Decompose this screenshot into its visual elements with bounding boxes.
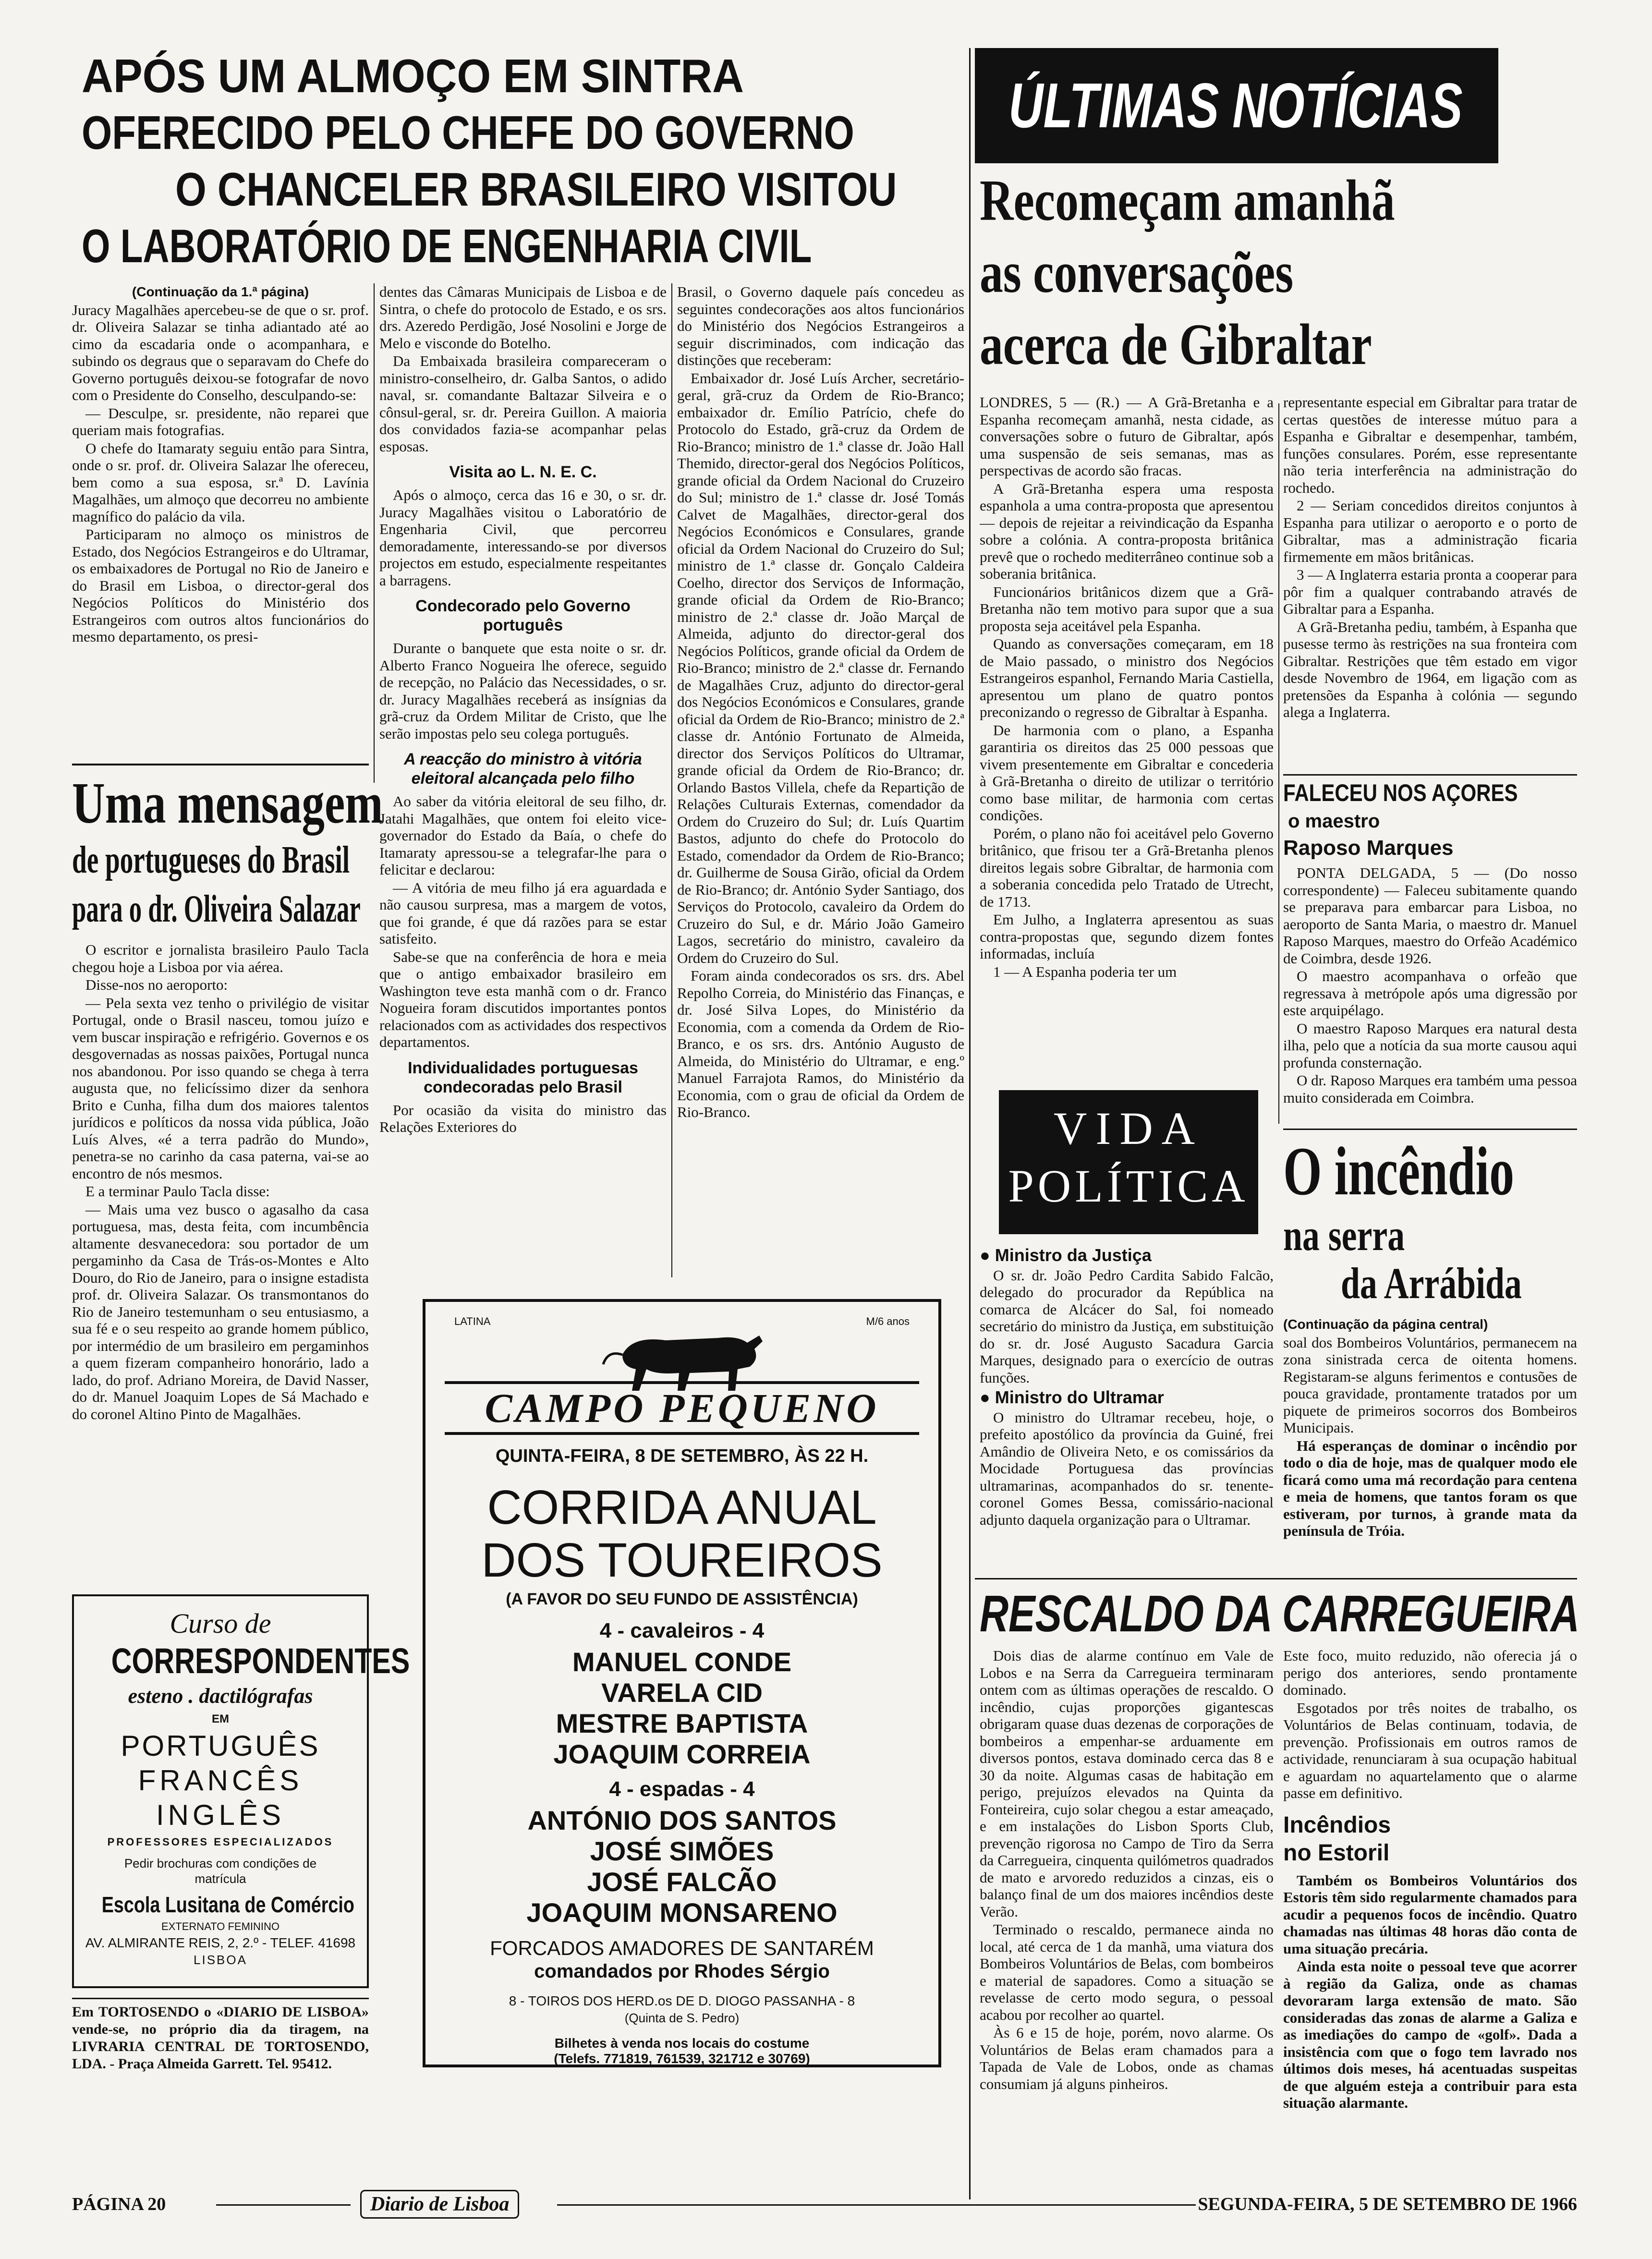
paragraph: dentes das Câmaras Municipais de Lisboa e de Sintra, o chefe do protocolo de Estado, e os srs. drs. Azeredo Perdigão, José Nosolini e Jorge de Melo e visconde do Botelho. — [379, 283, 667, 352]
ad-telefones: (Telefs. 771819, 761539, 321712 e 30769) — [554, 2051, 810, 2066]
bullet-icon: ● — [980, 1387, 995, 1407]
estoril-sub-1: Incêndios — [1283, 1812, 1391, 1838]
paragraph: Esgotados por três noites de trabalho, os Voluntários de Belas continuam, todavia, de prevenção. Profissionais em outros ramos de actividade, renunciaram à sua ocupação habitual e aguardam no aquartelamento que o alarme passe em definitivo. — [1283, 1699, 1577, 1801]
paragraph: Da Embaixada brasileira compareceram o ministro-conselheiro, dr. Galba Santos, o adido naval, sr. comandante Baltazar Silveira e o cônsul-geral, sr. dr. Pereira Guillon. A maioria dos convidados fazia-se acompanhar pelas esposas. — [379, 352, 667, 455]
incendio-body — [1283, 1316, 1577, 1585]
paragraph: 1 — A Espanha poderia ter um — [993, 963, 1177, 980]
subheading-reaccao: A reacção do ministro à vitória eleitoral alcançada pelo filho — [404, 750, 642, 788]
curso-line-5: PROFESSORES ESPECIALIZADOS — [107, 1836, 334, 1848]
main-headline-line-2: OFERECIDO PELO CHEFE DO GOVERNO — [82, 106, 854, 159]
vida-politica-line-2: POLÍTICA — [1008, 1160, 1249, 1212]
mensagem-body — [72, 941, 369, 1527]
paragraph: O maestro acompanhava o orfeão que regressava à metrópole após uma digressão por este arquipélago. — [1283, 968, 1577, 1019]
paragraph: Quando as conversações começaram, em 18 de Maio passado, o ministro dos Negócios Estrangeiros espanhol, Fernando Maria Castiella, apresentou um plano de quatro pontos preconizando o regresso de Gibraltar à Espanha. — [980, 635, 1274, 720]
estoril-sub-2: no Estoril — [1283, 1840, 1390, 1866]
gibraltar-headline-line-2: as conversações — [980, 240, 1294, 305]
section-rule — [975, 1578, 1577, 1579]
footer-rule — [216, 2204, 351, 2206]
curso-line-1: Curso de — [170, 1608, 271, 1639]
ad-espada: JOAQUIM MONSARENO — [526, 1897, 838, 1928]
paragraph: 3 — A Inglaterra estaria pronta a cooperar para pôr fim a qualquer contrabando através de Gibraltar para a Espanha. — [1283, 566, 1577, 617]
continuation-note: (Continuação da página central) — [1283, 1317, 1488, 1332]
paragraph: 2 — Seriam concedidos direitos conjuntos à Espanha para utilizar o aeroporto e o porto de Gibraltar, mas a administração ficaria firmemente em mãos britânicas. — [1283, 497, 1577, 565]
page-number: PÁGINA 20 — [72, 2194, 166, 2214]
ad-age-rating: M/6 anos — [866, 1315, 910, 1327]
paragraph: LONDRES, 5 — (R.) — A Grã-Bretanha e a Espanha recomeçam amanhã, nesta cidade, as conversações sobre o futuro de Gibraltar, após uma suspensão de seis semanas, mas as perspectivas de acordo são fracas. — [980, 394, 1274, 479]
curso-city: LISBOA — [194, 1953, 247, 1967]
paragraph: Durante o banquete que esta noite o sr. dr. Alberto Franco Nogueira lhe oferece, seguido de recepção, no Palácio das Necessidades, o sr. dr. Juracy Magalhães receberá as insígnias da grã-cruz da Ordem Militar de Cristo, que lhe serão impostas pelo seu colega português. — [379, 640, 667, 742]
paragraph: Por ocasião da visita do ministro das Relações Exteriores do — [379, 1101, 667, 1135]
paragraph: representante especial em Gibraltar para tratar de certas questões de interesse mútuo para a Espanha e Gibraltar e desempenhar, também, funções consulares. Porém, esse representante não teria interferência na administração do rochedo. — [1283, 394, 1577, 496]
paragraph: Sabe-se que na conferência de hora e meia que o antigo embaixador brasileiro em Washington teve esta manhã com o dr. Franco Nogueira foram discutidos importantes pontos relacionados com as actividades dos respectivos departamentos. — [379, 948, 667, 1050]
section-rule — [1283, 1129, 1577, 1130]
faleceu-title: FALECEU NOS AÇORES — [1283, 779, 1518, 806]
column-rule — [671, 283, 672, 1277]
gibraltar-headline-line-3: acerca de Gibraltar — [980, 312, 1372, 377]
visit-article-col-3 — [677, 283, 964, 1273]
ad-espada: JOSÉ SIMÕES — [590, 1836, 774, 1866]
tortosendo-text: Em TORTOSENDO o «DIARIO DE LISBOA» vende-se, no próprio dia da tiragem, na LIVRARIA CENTRAL DE TORTOSENDO, LDA. - Praça Almeida Garrett. Tel. 95412. — [72, 2004, 369, 2072]
paragraph: Porém, o plano não foi aceitável pelo Governo britânico, que frisou ter a Grã-Bretanha plenos direitos legais sobre Gibraltar, de harmonia com a soberania concedida pelo Tratado de Utrecht, de 1713. — [980, 825, 1274, 910]
bullet-ministro-justica — [980, 1247, 1274, 1264]
ultimas-noticias-title: ÚLTIMAS NOTÍCIAS — [1008, 70, 1463, 141]
bullet-ministro-ultramar — [980, 1389, 1274, 1406]
visit-article-col-2 — [379, 283, 667, 1273]
column-rule — [1278, 403, 1279, 1124]
rescaldo-col-1 — [980, 1647, 1274, 2175]
paragraph: De harmonia com o plano, a Espanha garantiria os direitos das 25 000 pessoas que vivem presentemente em Gibraltar e concederia à Grã-Bretanha o direito de utilizar o território como base militar, de harmonia com certas condições. — [980, 721, 1274, 824]
paragraph: Ao saber da vitória eleitoral de seu filho, dr. Jatahi Magalhães, que ontem foi eleito vice-governador do Estado da Baía, o chefe do Itamaraty apressou-se a telegrafar-lhe para o felicitar e declarou: — [379, 793, 667, 878]
rescaldo-col-2 — [1283, 1647, 1577, 2175]
paragraph: A Grã-Bretanha pediu, também, à Espanha que pusesse termo às restrições na sua fronteira com Gibraltar. Restrições que têm estado em vigor desde Novembro de 1964, em ligação com as pretensões da Espanha à colónia — segundo alega a Inglaterra. — [1283, 618, 1577, 720]
paragraph: Terminado o rescaldo, permanece ainda no local, até cerca de 1 da manhã, uma viatura dos Bombeiros Voluntários de Belas, com bombeiros e material de sapadores. Como a situação se revelasse de certo modo segura, o pessoal acabou por recolher ao quartel. — [980, 1921, 1274, 2023]
paragraph: O escritor e jornalista brasileiro Paulo Tacla chegou hoje a Lisboa por via aérea. — [72, 941, 369, 975]
subheading-lnec: Visita ao L. N. E. C. — [449, 463, 597, 481]
main-headline-line-4: O LABORATÓRIO DE ENGENHARIA CIVIL — [82, 219, 812, 272]
paragraph: Funcionários britânicos dizem que a Grã-Bretanha não tem motivo para supor que a sua proposta seja aceitável pela Espanha. — [980, 583, 1274, 634]
column-rule — [374, 283, 375, 783]
mensagem-title: Uma mensagem — [72, 771, 383, 836]
continuation-note: (Continuação da 1.ª página) — [132, 284, 309, 299]
vida-politica-line-1: VIDA — [1054, 1103, 1203, 1154]
faleceu-sub-1: o maestro — [1288, 811, 1380, 832]
paragraph: Foram ainda condecorados os srs. drs. Abel Repolho Correia, do Ministério das Finanças, e dr. José Silva Lopes, do Ministério da Economia, com a comenda da Ordem de Rio-Branco, e os srs. drs. António Augusto de Almeida, do Ministério do Ultramar, e eng.º Manuel Farrajota Ramos, do Ministério da Economia, com o grau de oficial da Ordem de Rio-Branco. — [677, 967, 964, 1120]
paragraph: Dois dias de alarme contínuo em Vale de Lobos e na Serra da Carregueira terminaram ontem com as últimas operações de rescaldo. O incêndio, cujas proporções gigantescas obrigaram quase duas dezenas de corporações de bombeiros a empenhar-se arduamente em diversos pontos, estava dominado cerca das 8 e 30 da noite. Algumas casas de habitação em perigo, prejuízos elevados na Quinta da Fonteireira, cujo solar chegou a estar ameaçado, e em instalações do Lisbon Sports Club, prevenção rigorosa no Campo de Tiro da Serra da Carregueira, cinquenta quilómetros quadrados de mato e arvoredo reduzidos a cinzas, eis o balanço final de um dos maiores incêndios deste Verão. — [980, 1647, 1274, 1920]
curso-line-3: esteno . dactilógrafas — [128, 1684, 313, 1708]
column-rule — [969, 48, 971, 2199]
subheading-condecorado: Condecorado pelo Governo português — [415, 597, 631, 634]
paragraph: Após o almoço, cerca das 16 e 30, o sr. dr. Juracy Magalhães visitou o Laboratório de Engenharia Civil, que percorreu demoradamente, interessando-se por diversos projectos em estudo, especialmente respeitantes a barragens. — [379, 486, 667, 589]
gibraltar-col-1 — [980, 394, 1274, 1066]
paragraph: E a terminar Paulo Tacla disse: — [85, 1183, 270, 1200]
ad-cavaleiro: JOAQUIM CORREIA — [553, 1739, 811, 1769]
paragraph: O maestro Raposo Marques era natural desta ilha, pelo que a notícia da sua morte causou aqui profunda consternação. — [1283, 1020, 1577, 1071]
paragraph: O sr. dr. João Pedro Cardita Sabido Falcão, delegado do procurador da República na comarca de Alcácer do Sal, foi nomeado secretário do ministro da Justiça, em substituição do sr. dr. José Augusto Sacadura Garcia Marques, designado para o exercício de outras funções. — [980, 1266, 1274, 1386]
gibraltar-col-2 — [1283, 394, 1577, 773]
paragraph: Juracy Magalhães apercebeu-se de que o sr. prof. dr. Oliveira Salazar se tinha adiantado até ao cimo da escadaria onde o acompanhara, e subindo os degraus que o separavam do Chefe do Governo português deixou-se fotografar de novo com o Presidente do Conselho, desculpando-se: — [72, 301, 369, 403]
paragraph: Há esperanças de dominar o incêndio por todo o dia de hoje, mas de qualquer modo ele ficará como uma má recordação para centena e meia de homens, que tantos foram os que estiveram, por turnos, à grande mata da península de Tróia. — [1283, 1437, 1577, 1539]
curso-correspondentes-ad — [72, 1594, 410, 1988]
vida-politica-body — [980, 1244, 1274, 1575]
paragraph: O chefe do Itamaraty seguiu então para Sintra, onde o sr. prof. dr. Oliveira Salazar lhe ofereceu, bem como a sua esposa, sr.ª D. Lavínia Magalhães, um almoço que decorreu no ambiente magnífico do palácio da vila. — [72, 439, 369, 525]
estoril-subheading — [1283, 1811, 1577, 1867]
footer-date: SEGUNDA-FEIRA, 5 DE SETEMBRO DE 1966 — [1198, 2194, 1577, 2214]
rescaldo-headline — [980, 1585, 1577, 1647]
paragraph: Às 6 e 15 de hoje, porém, novo alarme. Os Voluntários de Belas eram chamados para a Tapada de Vale de Lobos, onde as chamas consumiam já alguns pinheiros. — [980, 2024, 1274, 2092]
ad-cavaleiros-header: 4 - cavaleiros - 4 — [599, 1619, 765, 1642]
section-rule — [72, 1998, 369, 1999]
bullet-icon: ● — [980, 1245, 995, 1265]
paragraph: Disse-nos no aeroporto: — [85, 976, 228, 993]
masthead: Diario de Lisboa — [360, 2190, 519, 2219]
ad-title-2: DOS TOUREIROS — [481, 1533, 883, 1587]
ad-espada: JOSÉ FALCÃO — [587, 1867, 777, 1897]
tortosendo-notice — [72, 2004, 369, 2114]
ad-forcados-comandados: comandados por Rhodes Sérgio — [534, 1961, 830, 1982]
curso-line-4: EM — [212, 1712, 229, 1725]
curso-language: PORTUGUÊS — [121, 1730, 320, 1762]
ad-latina: LATINA — [454, 1315, 491, 1327]
paragraph: Embaixador dr. José Luís Archer, secretário-geral, grã-cruz da Ordem de Rio-Branco; embaixador dr. Emílio Patrício, chefe do Protocolo do Estado, grã-cruz da Ordem de Rio-Branco; ministro de 1.ª classe dr. João Hall Themido, director-geral dos Negócios Políticos, grande oficial da Ordem Nacional do Cruzeiro do Sul; ministro de 1.ª classe dr. José Tomás Calvet de Magalhães, director-geral dos Negócios Económicos e Consulares, grande oficial da Ordem Nacional do Cruzeiro do Sul; ministro de 1.ª classe dr. Gonçalo Caldeira Coelho, director dos Serviços de Informação, grande oficial da Ordem de Rio-Branco; ministro de 2.ª classe dr. João Marçal de Almeida, adjunto do director-geral dos Negócios Políticos, grande oficial da Ordem de Rio-Branco; ministro de 2.ª classe dr. Fernando de Magalhães Cruz, adjunto do director-geral dos Negócios Económicos e Consulares, grande oficial da Ordem de Rio-Branco; ministro de 2.ª classe dr. António Fortunato de Almeida, director dos Serviços Políticos do Ultramar, grande oficial da Ordem de Rio-Branco; dr. Orlando Bastos Villela, chefe da Repartição de Relações Culturais Externas, comendador da Ordem do Cruzeiro do Sul; dr. Luís Quartim Bastos, adjunto do chefe do Protocolo do Estado, comendador da Ordem de Rio-Branco; dr. Guilherme de Sousa Girão, oficial da Ordem de Rio-Branco; dr. António Syder Santiago, dos Serviços do Protocolo, cavaleiro da Ordem do Cruzeiro do Sul, e dr. Mário João Gameiro Lagos, secretário do ministro, cavaleiro da Ordem do Cruzeiro do Sul. — [677, 369, 964, 966]
ad-espadas-header: 4 - espadas - 4 — [609, 1777, 755, 1801]
paragraph: PONTA DELGADA, 5 — (Do nosso correspondente) — Faleceu subitamente quando se preparava para embarcar para Lisboa, no aeroporto de Santa Maria, o maestro dr. Manuel Raposo Marques, maestro do Orfeão Académico de Coimbra, desde 1926. — [1283, 864, 1577, 967]
gibraltar-headline-line-1: Recomeçam amanhã — [980, 168, 1395, 233]
incendio-sub-2: da Arrábida — [1341, 1259, 1522, 1308]
mensagem-headline — [72, 771, 383, 953]
curso-language: INGLÊS — [156, 1799, 285, 1831]
ad-date: QUINTA-FEIRA, 8 DE SETEMBRO, ÀS 22 H. — [495, 1446, 869, 1466]
bullet-label: Ministro da Justiça — [995, 1245, 1152, 1265]
ad-toiros: 8 - TOIROS DOS HERD.os DE D. DIOGO PASSANHA - 8 — [509, 1993, 855, 2008]
vida-politica-box — [999, 1090, 1258, 1234]
paragraph: — A vitória de meu filho já era aguardada e não causou surpresa, mas a margem de votos, que foi grande, é que dá razões para se estar satisfeito. — [379, 879, 667, 947]
ad-cavaleiro: MANUEL CONDE — [572, 1647, 792, 1677]
faleceu-sub-2: Raposo Marques — [1283, 836, 1454, 860]
ad-cavaleiro: MESTRE BAPTISTA — [556, 1708, 808, 1738]
paragraph: Ainda esta noite o pessoal teve que acorrer à região da Galiza, onde as chamas devoraram larga extensão de mato. São consideradas das zonas de alarme a Galiza e as imediações do campo de «golf». Dada a insistência com que o fogo tem lavrado nos últimos dois meses, há acentuadas suspeitas de que alguém esteja a contribuir para esta situação alarmante. — [1283, 1958, 1577, 2111]
visit-article-col-1 — [72, 283, 369, 764]
section-rule — [1283, 774, 1577, 776]
ad-toiros-quinta: (Quinta de S. Pedro) — [624, 2011, 740, 2025]
mensagem-subtitle-2: para o dr. Oliveira Salazar — [72, 888, 361, 930]
ad-cavaleiro: VARELA CID — [601, 1677, 763, 1708]
paragraph: — Desculpe, sr. presidente, não reparei que queriam mais fotografias. — [72, 404, 369, 438]
paragraph: Brasil, o Governo daquele país concedeu as seguintes condecorações aos altos funcionários do Ministério dos Negócios Estrangeiros a seguir discriminados, com indicação das distinções que receberam: — [677, 283, 964, 368]
paragraph: Participaram no almoço os ministros de Estado, dos Negócios Estrangeiros e do Ultramar, os embaixadores de Portugal no Rio de Janeiro e do Brasil em Lisboa, o director-geral dos Negócios Políticos do Ministério dos Estrangeiros com outros altos funcionários do mesmo departamento, os presi- — [72, 526, 369, 645]
main-headline-line-3: O CHANCELER BRASILEIRO VISITOU — [175, 163, 897, 216]
ad-subtitle: (A FAVOR DO SEU FUNDO DE ASSISTÊNCIA) — [506, 1590, 858, 1608]
section-rule — [72, 764, 369, 765]
faleceu-headline — [1283, 778, 1577, 864]
bullet-label: Ministro do Ultramar — [995, 1387, 1164, 1407]
ultimas-noticias-banner — [975, 48, 1498, 163]
curso-line-2: CORRESPONDENTES — [111, 1641, 410, 1681]
curso-line-6: Pedir brochuras com condições de matrícula — [124, 1856, 317, 1886]
subheading-individualidades: Individualidades portuguesas condecoradas pelo Brasil — [408, 1058, 638, 1096]
incendio-headline — [1283, 1133, 1577, 1316]
paragraph: Em Julho, a Inglaterra apresentou as suas contra-propostas que, segundo dizem fontes informadas, incluía — [980, 911, 1274, 962]
main-headline — [72, 48, 965, 274]
ad-brand: CAMPO PEQUENO — [445, 1381, 919, 1435]
ad-bilhetes: Bilhetes à venda nos locais do costume — [554, 2036, 810, 2051]
incendio-sub-1: na serra — [1283, 1211, 1405, 1260]
paragraph: A Grã-Bretanha espera uma resposta espanhola a uma contra-proposta que apresentou — depois de rejeitar a reivindicação da Espanha sobre a colónia. A contra-proposta britânica prevê que o rochedo mediterrâneo continue sob a soberania britânica. — [980, 480, 1274, 582]
footer-rule — [557, 2204, 1196, 2206]
page-footer — [72, 2190, 1577, 2219]
ad-title-1: CORRIDA ANUAL — [487, 1481, 877, 1534]
gibraltar-headline — [980, 166, 1508, 396]
ad-forcados: FORCADOS AMADORES DE SANTARÉM — [490, 1937, 874, 1959]
rescaldo-title: RESCALDO DA CARREGUEIRA — [980, 1584, 1579, 1642]
curso-school-sub: EXTERNATO FEMININO — [161, 1920, 280, 1932]
main-headline-line-1: APÓS UM ALMOÇO EM SINTRA — [82, 49, 744, 102]
curso-language: FRANCÊS — [138, 1764, 303, 1797]
paragraph: soal dos Bombeiros Voluntários, permanecem na zona sinistrada cerca de oitenta homens. Registaram-se alguns ferimentos e contusões de pouca gravidade, prontamente tratados por um piquete de primeiros socorros dos Bombeiros Municipais. — [1283, 1334, 1577, 1436]
paragraph: — Pela sexta vez tenho o privilégio de visitar Portugal, onde o Brasil nasceu, tomou juízo e vem buscar inspiração e refrigério. Governos e os desgovernadas as nossas paixões, Portugal nunca nos abandonou. Por isso quando se chega à terra augusta que, no felicíssimo dizer da senhora Brito e Cunha, filha dum dos maiores talentos jurídicos e políticos da nossa vida pública, João Luís Alves, «é a terra padrão do Mundo», penetra-se no carinho da casa paterna, vai-se ao encontro de nós mesmos. — [72, 994, 369, 1182]
incendio-title: O incêndio — [1283, 1133, 1515, 1210]
campo-pequeno-ad — [423, 1299, 941, 2067]
paragraph: — Mais uma vez busco o agasalho da casa portuguesa, mas, desta feita, com incumbência altamente desvanecedora: sou portador de um pergaminho da Casa de Trás-os-Montes e Alto Douro, do Rio de Janeiro, para o insigne estadista prof. dr. Oliveira Salazar. Os transmontanos do Rio de Janeiro testemunham o seu entusiasmo, a sua fé e o seu respeito ao grande homem público, por intermédio de um brasileiro em pergaminhos a quem fizeram companheiro honorário, lado a lado, do prof. Adriano Moreira, de David Nasser, do dr. Manuel Joaquim Lopes de Sá Machado e do coronel Altino Pinto de Magalhães. — [72, 1201, 369, 1422]
paragraph: O dr. Raposo Marques era também uma pessoa muito considerada em Coimbra. — [1283, 1072, 1577, 1106]
faleceu-body — [1283, 864, 1577, 1124]
paragraph: O ministro do Ultramar recebeu, hoje, o prefeito apostólico da província da Guiné, frei Amândio de Oliveira Neto, e os comissários da Mocidade Portuguesa das províncias ultramarinas, acompanhados do sr. tenente-coronel Gomes Bessa, comissário-nacional adjunto daquela organização para o Ultramar. — [980, 1409, 1274, 1528]
curso-address: AV. ALMIRANTE REIS, 2, 2.º - TELEF. 41698 — [85, 1935, 356, 1950]
paragraph: Também os Bombeiros Voluntários dos Estoris têm sido regularmente chamados para acudir a pequenos focos de incêndio. Quatro chamadas nas últimas 48 horas dão conta de uma situação precária. — [1283, 1871, 1577, 1957]
paragraph: Este foco, muito reduzido, não oferecia já o perigo dos anteriores, sendo prontamente dominado. — [1283, 1647, 1577, 1698]
ad-espada: ANTÓNIO DOS SANTOS — [527, 1805, 837, 1835]
mensagem-subtitle-1: de portugueses do Brasil — [72, 839, 350, 881]
curso-school: Escola Lusitana de Comércio — [101, 1892, 354, 1917]
